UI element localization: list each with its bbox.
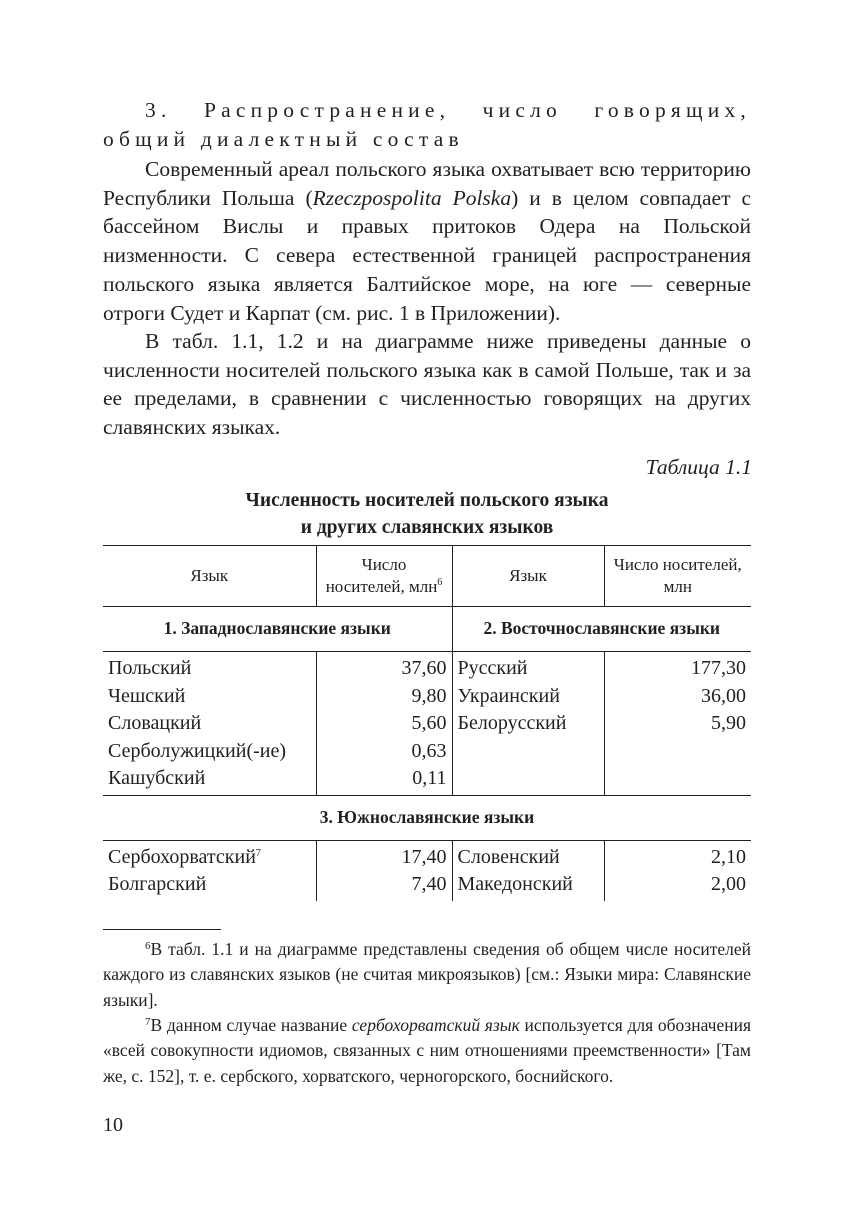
left-value-cell-text: 0,11 <box>412 767 447 789</box>
group-row <box>103 607 751 652</box>
right-value-cell <box>604 840 751 871</box>
section-heading: 3. Распространение, число говорящих, общий диалектный состав <box>103 98 751 151</box>
left-value-cell <box>316 871 452 901</box>
right-language-cell <box>452 710 604 738</box>
left-value-cell <box>316 738 452 766</box>
left-language-cell-text: Сербохорватский <box>108 845 256 868</box>
footnote-divider <box>103 929 221 930</box>
table-row <box>103 683 751 711</box>
footnote-mark: 6 <box>145 940 151 952</box>
group-west: 1. Западнославянские языки <box>103 607 452 652</box>
left-language-cell-text: Кашубский <box>108 767 206 789</box>
right-value-cell-text: 2,00 <box>711 873 746 895</box>
left-language-cell <box>103 710 316 738</box>
left-language-cell <box>103 840 316 871</box>
left-language-cell-text: Серболужицкий(-ие) <box>108 739 286 762</box>
footnote-ref: 6 <box>437 577 443 588</box>
right-language-cell-text: Словенский <box>457 845 560 868</box>
left-value-cell-text: 7,40 <box>411 873 447 895</box>
footnote-6 <box>103 937 751 1013</box>
right-language-cell <box>452 871 604 901</box>
paragraph-text: ) и в целом совпадает с бассейном Вислы и правых притоков Одера на Польской низменности. С севера естественной границей распространения польского языка является Балтийское море, на юге — северные отроги Судет и Карпат (см. рис. 1 в Приложении). <box>103 185 751 325</box>
table-row <box>103 871 751 901</box>
right-value-cell <box>604 738 751 766</box>
left-value-cell <box>316 840 452 871</box>
table-row <box>103 840 751 871</box>
footnote-ref: 7 <box>255 847 261 859</box>
right-language-cell <box>452 840 604 871</box>
left-value-cell-text: 17,40 <box>401 845 447 868</box>
group-row <box>103 795 751 840</box>
left-language-cell <box>103 683 316 711</box>
left-language-cell-text: Чешский <box>108 684 186 707</box>
right-value-cell <box>604 710 751 738</box>
header-speakers-text: Число носителей, млн <box>325 555 438 596</box>
left-value-cell <box>316 683 452 711</box>
table-label: Таблица 1.1 <box>645 455 752 479</box>
table-title <box>103 487 751 541</box>
right-language-cell-text: Македонский <box>457 873 573 895</box>
right-value-cell-text: 2,10 <box>711 845 746 868</box>
footnote-text: В табл. 1.1 и на диаграмме представлены сведения об общем числе носителей каждого из славянских языков (не считая микроязыков) [см.: Языки мира: Славянские языки]. <box>103 939 751 1010</box>
right-language-cell-text: Украинский <box>457 684 560 707</box>
right-value-cell <box>604 683 751 711</box>
left-language-cell-text: Болгарский <box>108 873 207 895</box>
right-value-cell-text: 36,00 <box>701 684 746 707</box>
group-east: 2. Восточнославянские языки <box>452 607 751 652</box>
table-row <box>103 765 751 795</box>
right-value-cell <box>604 652 751 683</box>
table-title-line: Численность носителей польского языка <box>245 490 609 511</box>
table-row <box>103 738 751 766</box>
right-language-cell <box>452 765 604 795</box>
group-south: 3. Южнославянские языки <box>103 795 751 840</box>
italic-term: Rzeczpospolita Polska <box>312 185 512 210</box>
left-value-cell-text: 9,80 <box>411 684 447 707</box>
page-number: 10 <box>103 1114 123 1136</box>
left-language-cell-text: Польский <box>108 657 192 679</box>
header-language: Язык <box>452 546 604 607</box>
right-value-cell <box>604 765 751 795</box>
table-title-line: и других славянских языков <box>300 517 554 538</box>
left-value-cell <box>316 652 452 683</box>
right-language-cell <box>452 652 604 683</box>
right-language-cell <box>452 683 604 711</box>
footnote-text: используется для обозначения «всей совокупности идиомов, связанных с ним отношениями преемственности» [Там же, с. 152], т. е. сербского, хорватского, черногорского, боснийского. <box>103 1015 751 1086</box>
table-header-row <box>103 546 751 607</box>
footnote-text: В данном случае название <box>150 1015 352 1035</box>
left-language-cell <box>103 871 316 901</box>
header-speakers <box>316 546 452 607</box>
table-row <box>103 710 751 738</box>
speakers-table <box>103 545 751 901</box>
left-value-cell-text: 37,60 <box>401 657 447 679</box>
paragraph-table-intro: В табл. 1.1, 1.2 и на диаграмме ниже приведены данные о численности носителей польского языка как в самой Польше, так и за ее пределами, в сравнении с численностью говорящих на других славянских языках. <box>103 329 751 440</box>
italic-term: сербохорватский язык <box>351 1015 520 1035</box>
left-language-cell <box>103 652 316 683</box>
footnote-mark: 7 <box>145 1016 151 1028</box>
left-language-cell <box>103 738 316 766</box>
right-value-cell-text: 5,90 <box>711 712 746 734</box>
header-speakers: Число носителей, млн <box>604 546 751 607</box>
right-language-cell <box>452 738 604 766</box>
table-row <box>103 652 751 683</box>
left-value-cell-text: 0,63 <box>411 739 447 762</box>
right-value-cell <box>604 871 751 901</box>
header-language: Язык <box>103 546 316 607</box>
left-value-cell <box>316 710 452 738</box>
left-value-cell-text: 5,60 <box>411 712 447 734</box>
right-language-cell-text: Русский <box>457 657 528 679</box>
left-language-cell-text: Словацкий <box>108 712 202 734</box>
footnote-7 <box>103 1013 751 1089</box>
right-value-cell-text: 177,30 <box>691 657 746 679</box>
left-language-cell <box>103 765 316 795</box>
left-value-cell <box>316 765 452 795</box>
paragraph-text: Современный ареал польского языка охватывает всю территорию Республики Польша ( <box>103 157 751 210</box>
paragraph-area <box>103 155 751 327</box>
right-language-cell-text: Белорусский <box>457 712 567 734</box>
